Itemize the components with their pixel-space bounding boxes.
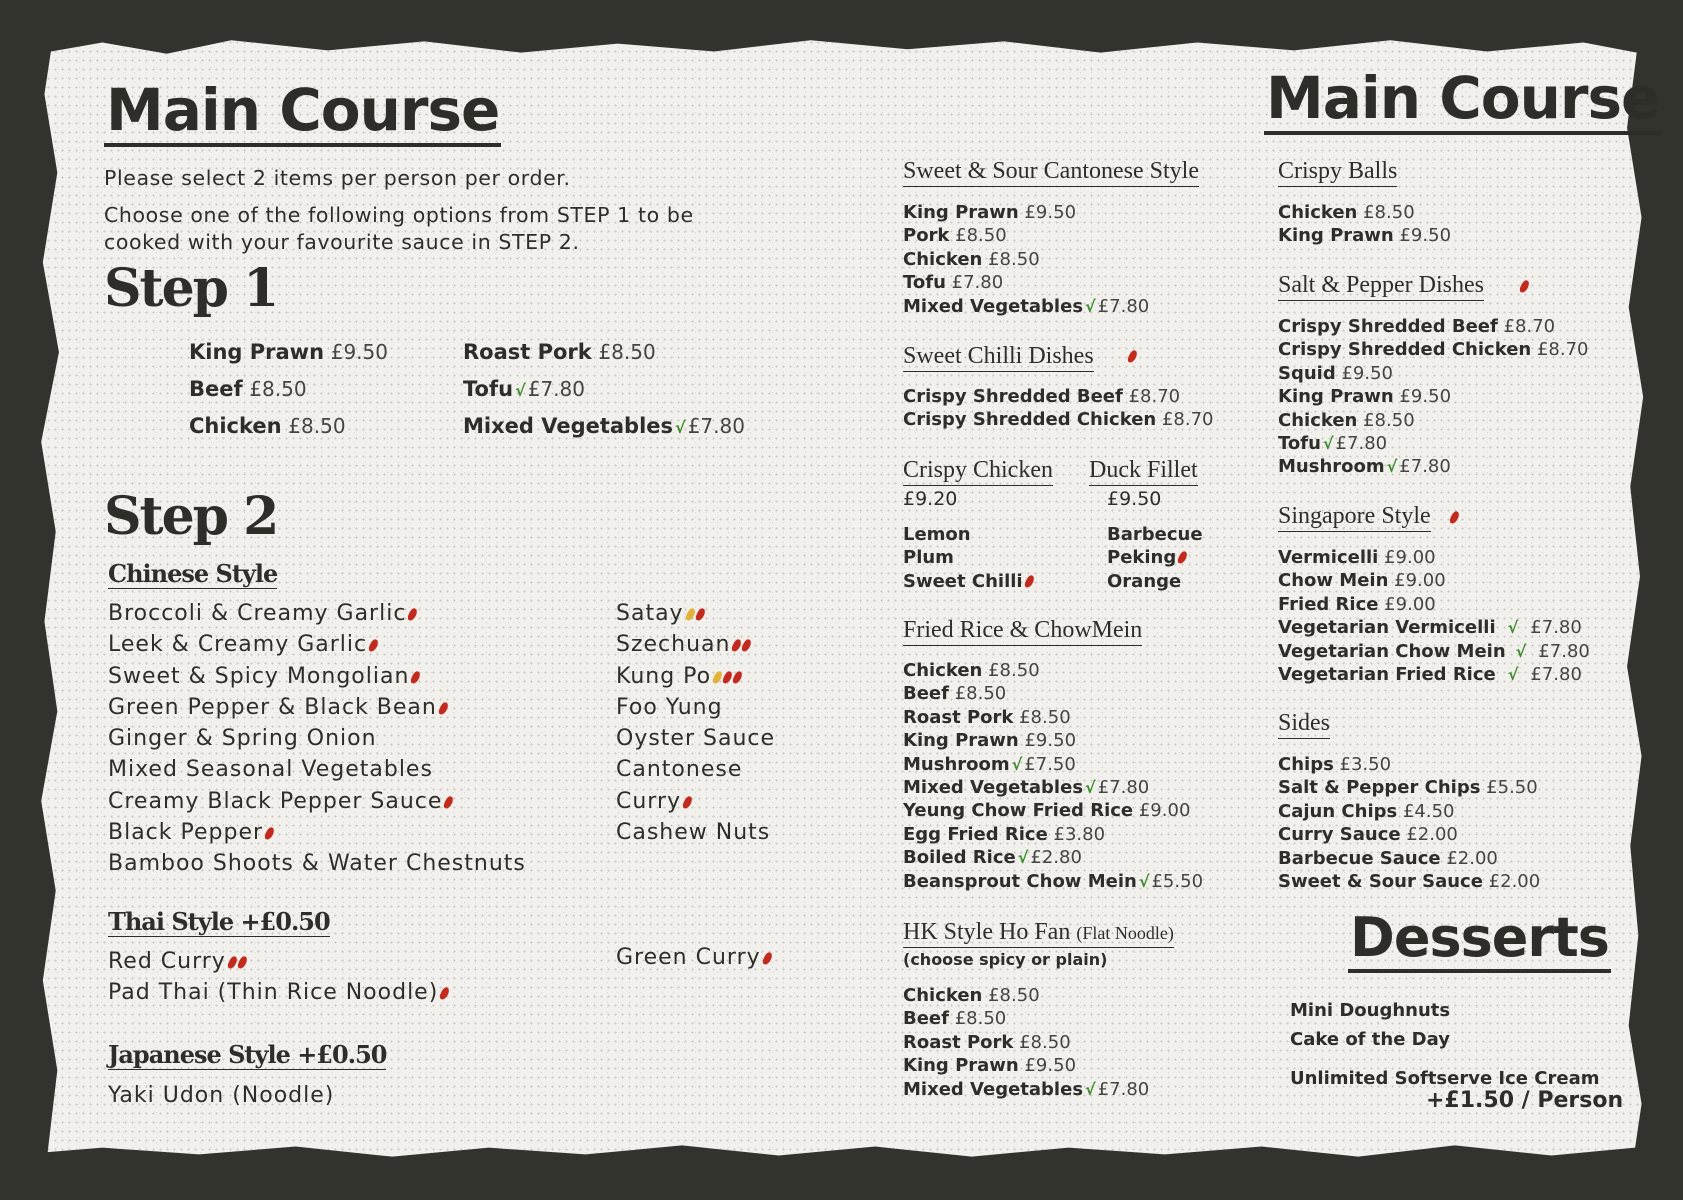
chili-icon: [443, 795, 455, 810]
menu-item: Beef £8.50: [903, 1008, 1007, 1030]
vegetarian-icon: √: [1085, 778, 1096, 798]
menu-item: Boiled Rice √ £2.80: [903, 847, 1082, 869]
sauce-item: Sweet & Spicy Mongolian: [108, 661, 526, 692]
step1-item: Roast Pork £8.50: [463, 340, 656, 364]
chili-icon: [741, 638, 753, 653]
sauce-item: Pad Thai (Thin Rice Noodle): [108, 977, 448, 1008]
vegetarian-icon: √: [1011, 754, 1023, 774]
vegetarian-icon: √: [1515, 641, 1527, 661]
menu-item: Vermicelli £9.00: [1278, 547, 1436, 568]
menu-item: Vegetarian Chow Mein √ £7.80: [1278, 640, 1590, 662]
menu-item: Chicken £8.50: [1278, 409, 1415, 431]
chili-icon: [732, 670, 744, 685]
chinese-sauce-list-1: [108, 598, 526, 880]
sauce-item: Leek & Creamy Garlic: [108, 629, 526, 660]
sweet-chilli-list: [903, 385, 1214, 432]
step-1-title: Step 1: [104, 258, 278, 319]
menu-item: Crispy Shredded Chicken £8.70: [1278, 339, 1589, 361]
mild-chili-icon: [684, 607, 696, 622]
sauce-item: Foo Yung: [616, 694, 723, 720]
crispy-chicken-options: [903, 523, 1033, 593]
crispy-balls-heading: Crispy Balls: [1278, 158, 1397, 187]
chili-icon: [226, 955, 238, 970]
ho-fan-heading: HK Style Ho Fan (Flat Noodle): [903, 919, 1174, 948]
desserts-title: Desserts: [1348, 910, 1611, 973]
vegetarian-icon: √: [1507, 665, 1519, 685]
sauce-item: Red Curry: [108, 946, 448, 977]
menu-item: Peking: [1107, 546, 1203, 569]
menu-item: King Prawn £9.50: [903, 730, 1077, 752]
menu-item: Lemon: [903, 524, 971, 545]
menu-item: Curry Sauce £2.00: [1278, 824, 1458, 846]
menu-item: Sweet Chilli: [903, 570, 1033, 593]
menu-item: Pork £8.50: [903, 225, 1007, 247]
sauce-item: Ginger & Spring Onion: [108, 726, 377, 752]
ho-fan-list: [903, 984, 1149, 1101]
chili-icon: [722, 670, 734, 685]
sweet-sour-list: [903, 201, 1149, 318]
menu-item: Sweet & Sour Sauce £2.00: [1278, 871, 1541, 893]
sauce-item: Cashew Nuts: [616, 820, 771, 846]
menu-item: Barbecue: [1107, 524, 1203, 545]
menu-item: Yeung Chow Fried Rice £9.00: [903, 800, 1191, 822]
thai-sauce-list-2: [616, 942, 771, 973]
menu-item: Crispy Shredded Beef £8.70: [1278, 316, 1556, 337]
vegetarian-icon: √: [1322, 434, 1334, 454]
menu-item: Chicken £8.50: [1278, 202, 1415, 223]
intro-line-1: Please select 2 items per person per order.: [104, 166, 571, 190]
sauce-item: Green Curry: [616, 942, 771, 973]
chili-icon: [682, 795, 694, 810]
menu-item: Mixed Vegetables √ £7.80: [903, 1078, 1150, 1100]
intro-line-2: Choose one of the following options from STEP 1 to be: [104, 203, 694, 227]
sauce-item: Bamboo Shoots & Water Chestnuts: [108, 851, 526, 877]
sauce-item: Broccoli & Creamy Garlic: [108, 598, 526, 629]
japanese-style-heading: Japanese Style +£0.50: [108, 1040, 387, 1069]
menu-item: Mixed Vegetables √ £7.80: [903, 295, 1150, 317]
menu-item: King Prawn £9.50: [903, 1055, 1077, 1077]
menu-item: Cajun Chips £4.50: [1278, 800, 1455, 822]
menu-item: Roast Pork £8.50: [903, 1031, 1071, 1053]
menu-item: Beef £8.50: [903, 683, 1007, 705]
menu-item: Salt & Pepper Chips £5.50: [1278, 777, 1538, 799]
menu-item: Chow Mein £9.00: [1278, 570, 1446, 592]
menu-item: Chicken £8.50: [903, 248, 1040, 270]
chili-icon: [264, 826, 276, 841]
menu-item: Vegetarian Fried Rice √ £7.80: [1278, 664, 1582, 686]
chili-icon: [410, 670, 422, 685]
vegetarian-icon: √: [1138, 871, 1150, 891]
duck-fillet-heading: Duck Fillet: [1089, 457, 1198, 486]
menu-item: Chicken £8.50: [903, 660, 1040, 681]
menu-item: Tofu √ £7.80: [1278, 433, 1388, 455]
japanese-sauce-list: [108, 1080, 334, 1111]
menu-item: Chicken £8.50: [903, 985, 1040, 1006]
salt-pepper-list: [1278, 315, 1589, 479]
chili-icon: [407, 607, 419, 622]
main-course-title-left: Main Course: [104, 80, 501, 147]
chinese-style-heading: Chinese Style: [108, 559, 278, 588]
sides-list: [1278, 753, 1540, 893]
step1-item: Mixed Vegetables √ £7.80: [463, 414, 745, 438]
menu-item: King Prawn £9.50: [1278, 225, 1452, 247]
vegetarian-icon: √: [515, 381, 526, 400]
fried-rice-list: [903, 659, 1203, 893]
menu-item: Plum: [903, 547, 954, 569]
vegetarian-icon: √: [1017, 848, 1029, 868]
vegetarian-icon: √: [1085, 296, 1096, 316]
menu-item: Crispy Shredded Beef £8.70: [903, 386, 1181, 407]
dessert-item: Cake of the Day: [1290, 1029, 1450, 1050]
step1-item: King Prawn £9.50: [189, 340, 388, 364]
sauce-item: Kung Po: [616, 661, 775, 692]
menu-item: Egg Fried Rice £3.80: [903, 823, 1106, 845]
vegetarian-icon: √: [1085, 1079, 1096, 1099]
menu-item: Roast Pork £8.50: [903, 706, 1071, 728]
sides-heading: Sides: [1278, 710, 1330, 739]
sauce-item: Cantonese: [616, 757, 743, 783]
singapore-heading: Singapore Style: [1278, 503, 1431, 532]
thai-style-heading: Thai Style +£0.50: [108, 907, 330, 936]
crispy-balls-list: [1278, 201, 1451, 248]
thai-sauce-list-1: [108, 946, 448, 1009]
menu-item: King Prawn £9.50: [903, 202, 1077, 223]
step1-item: Beef £8.50: [189, 377, 307, 401]
menu-item: Vegetarian Vermicelli √ £7.80: [1278, 617, 1582, 639]
sauce-item: Mixed Seasonal Vegetables: [108, 757, 433, 783]
sauce-item: Oyster Sauce: [616, 726, 776, 752]
chili-icon: [437, 701, 449, 716]
step-2-title: Step 2: [104, 486, 278, 547]
duck-fillet-price: £9.50: [1107, 488, 1162, 510]
chili-icon: [1177, 551, 1189, 566]
singapore-list: [1278, 546, 1590, 686]
sweet-sour-heading: Sweet & Sour Cantonese Style: [903, 158, 1199, 187]
crispy-chicken-heading: Crispy Chicken: [903, 457, 1053, 486]
crispy-chicken-price: £9.20: [903, 488, 958, 510]
dessert-item: Mini Doughnuts: [1290, 1000, 1451, 1021]
step1-item: Chicken £8.50: [189, 414, 346, 438]
menu-item: King Prawn £9.50: [1278, 386, 1452, 408]
mild-chili-icon: [712, 670, 724, 685]
fried-rice-heading: Fried Rice & ChowMein: [903, 617, 1142, 646]
menu-item: Orange: [1107, 570, 1182, 592]
sauce-item: Yaki Udon (Noodle): [108, 1083, 335, 1108]
intro-line-3: cooked with your favourite sauce in STEP 2.: [104, 230, 580, 254]
menu-item: Mixed Vegetables √ £7.80: [903, 777, 1150, 799]
chili-icon: [368, 638, 380, 653]
sauce-item: Satay: [616, 598, 775, 629]
menu-item: Mushroom √ £7.80: [1278, 456, 1451, 478]
sauce-item: Creamy Black Pepper Sauce: [108, 786, 526, 817]
menu-item: Tofu £7.80: [903, 272, 1004, 294]
dessert-item: Unlimited Softserve Ice Cream: [1290, 1068, 1600, 1089]
duck-fillet-options: [1107, 523, 1203, 593]
menu-item: Crispy Shredded Chicken £8.70: [903, 409, 1214, 431]
chinese-sauce-list-2: [616, 598, 775, 848]
desserts-list: [1290, 996, 1599, 1093]
sauce-item: Curry: [616, 786, 775, 817]
sauce-item: Black Pepper: [108, 817, 526, 848]
sweet-chilli-heading: Sweet Chilli Dishes: [903, 343, 1094, 372]
vegetarian-icon: √: [1386, 457, 1398, 477]
ho-fan-subtitle: (choose spicy or plain): [903, 950, 1108, 969]
main-course-title-right: Main Course: [1264, 68, 1661, 135]
menu-item: Mushroom √ £7.50: [903, 753, 1076, 775]
menu-item: Chips £3.50: [1278, 754, 1392, 775]
chili-icon: [694, 607, 706, 622]
menu-item: Beansprout Chow Mein √ £5.50: [903, 870, 1204, 892]
vegetarian-icon: √: [1507, 618, 1519, 638]
chili-icon: [236, 955, 248, 970]
salt-pepper-heading: Salt & Pepper Dishes: [1278, 272, 1484, 301]
vegetarian-icon: √: [675, 418, 686, 437]
step1-item: Tofu √ £7.80: [463, 377, 585, 401]
dessert-extra-price: +£1.50 / Person: [1426, 1088, 1624, 1113]
menu-item: Barbecue Sauce £2.00: [1278, 847, 1498, 869]
sauce-item: Szechuan: [616, 629, 775, 660]
menu-item: Fried Rice £9.00: [1278, 593, 1436, 615]
menu-item: Squid £9.50: [1278, 362, 1393, 384]
sauce-item: Green Pepper & Black Bean: [108, 692, 526, 723]
